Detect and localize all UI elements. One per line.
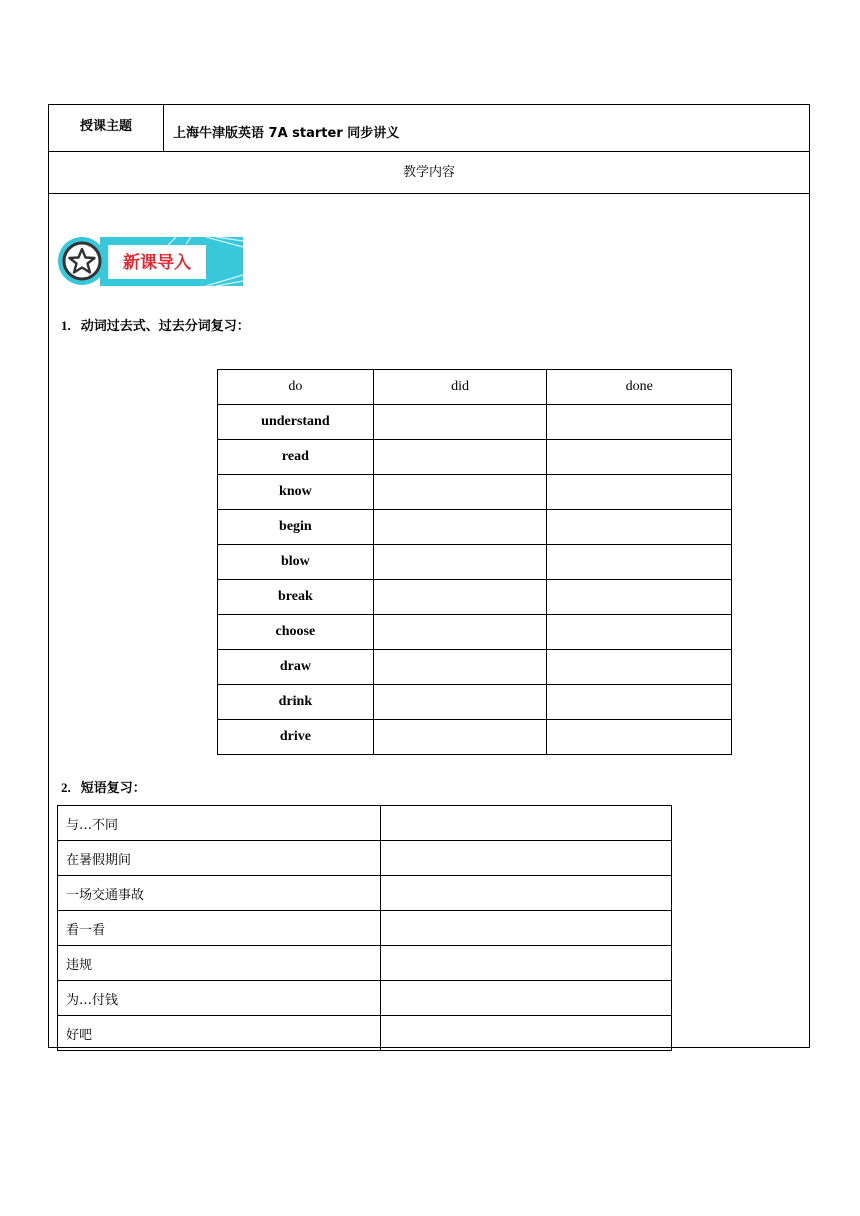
table-row: [218, 475, 732, 510]
verb-cell: begin: [218, 510, 374, 545]
table-row: [218, 685, 732, 720]
section2-number: 2.: [61, 780, 71, 795]
table-row: [58, 841, 672, 876]
verb-cell: understand: [218, 405, 374, 440]
section2-title: 短语复习：: [80, 781, 146, 796]
answer-cell[interactable]: [547, 440, 732, 475]
answer-cell[interactable]: [373, 615, 547, 650]
verb-cell: know: [218, 475, 374, 510]
subject-row: [49, 105, 809, 152]
answer-cell[interactable]: [373, 545, 547, 580]
table-row: [218, 440, 732, 475]
verb-table: [217, 369, 732, 755]
verb-cell: blow: [218, 545, 374, 580]
verb-cell: draw: [218, 650, 374, 685]
answer-cell[interactable]: [547, 720, 732, 755]
table-row: [218, 580, 732, 615]
phrase-cell: 为…付钱: [58, 981, 381, 1016]
table-row: [218, 405, 732, 440]
lesson-frame: [48, 104, 810, 1048]
table-row: [58, 876, 672, 911]
verb-cell: drink: [218, 685, 374, 720]
verb-cell: choose: [218, 615, 374, 650]
answer-cell[interactable]: [373, 510, 547, 545]
section1-title: 动词过去式、过去分词复习：: [80, 319, 250, 334]
answer-cell[interactable]: [547, 650, 732, 685]
answer-cell[interactable]: [547, 685, 732, 720]
answer-cell[interactable]: [380, 1016, 672, 1051]
answer-cell[interactable]: [380, 841, 672, 876]
phrase-cell: 与…不同: [58, 806, 381, 841]
answer-cell[interactable]: [547, 545, 732, 580]
verb-cell: drive: [218, 720, 374, 755]
answer-cell[interactable]: [380, 806, 672, 841]
verb-column-header: did: [373, 370, 547, 405]
answer-cell[interactable]: [380, 946, 672, 981]
answer-cell[interactable]: [547, 615, 732, 650]
section1-number: 1.: [61, 318, 71, 333]
answer-cell[interactable]: [547, 475, 732, 510]
answer-cell[interactable]: [373, 475, 547, 510]
answer-cell[interactable]: [547, 510, 732, 545]
intro-banner: [56, 235, 243, 288]
table-row: [218, 615, 732, 650]
answer-cell[interactable]: [380, 981, 672, 1016]
answer-cell[interactable]: [373, 440, 547, 475]
phrase-cell: 在暑假期间: [58, 841, 381, 876]
answer-cell[interactable]: [373, 405, 547, 440]
phrase-table: [57, 805, 672, 1051]
verb-cell: read: [218, 440, 374, 475]
answer-cell[interactable]: [373, 650, 547, 685]
table-row: [218, 545, 732, 580]
answer-cell[interactable]: [373, 685, 547, 720]
phrase-cell: 一场交通事故: [58, 876, 381, 911]
answer-cell[interactable]: [380, 876, 672, 911]
answer-cell[interactable]: [373, 720, 547, 755]
verb-column-header: done: [547, 370, 732, 405]
table-row: [58, 981, 672, 1016]
table-row: [58, 1016, 672, 1051]
phrase-cell: 看一看: [58, 911, 381, 946]
verb-cell: break: [218, 580, 374, 615]
answer-cell[interactable]: [547, 405, 732, 440]
phrase-cell: 违规: [58, 946, 381, 981]
subject-label: 授课主题: [49, 105, 164, 151]
subject-value: 上海牛津版英语 7A starter 同步讲义: [173, 126, 400, 141]
content-label: 教学内容: [49, 152, 809, 194]
table-row: [58, 946, 672, 981]
table-row: [58, 911, 672, 946]
table-row: [218, 650, 732, 685]
table-row: [218, 720, 732, 755]
table-row: [58, 806, 672, 841]
section1-heading: [61, 315, 250, 334]
section2-heading: [61, 777, 146, 796]
banner-text: 新课导入: [123, 253, 191, 273]
table-row: [218, 510, 732, 545]
verb-table-header: [218, 370, 732, 405]
phrase-cell: 好吧: [58, 1016, 381, 1051]
verb-column-header: do: [218, 370, 374, 405]
answer-cell[interactable]: [547, 580, 732, 615]
answer-cell[interactable]: [373, 580, 547, 615]
answer-cell[interactable]: [380, 911, 672, 946]
